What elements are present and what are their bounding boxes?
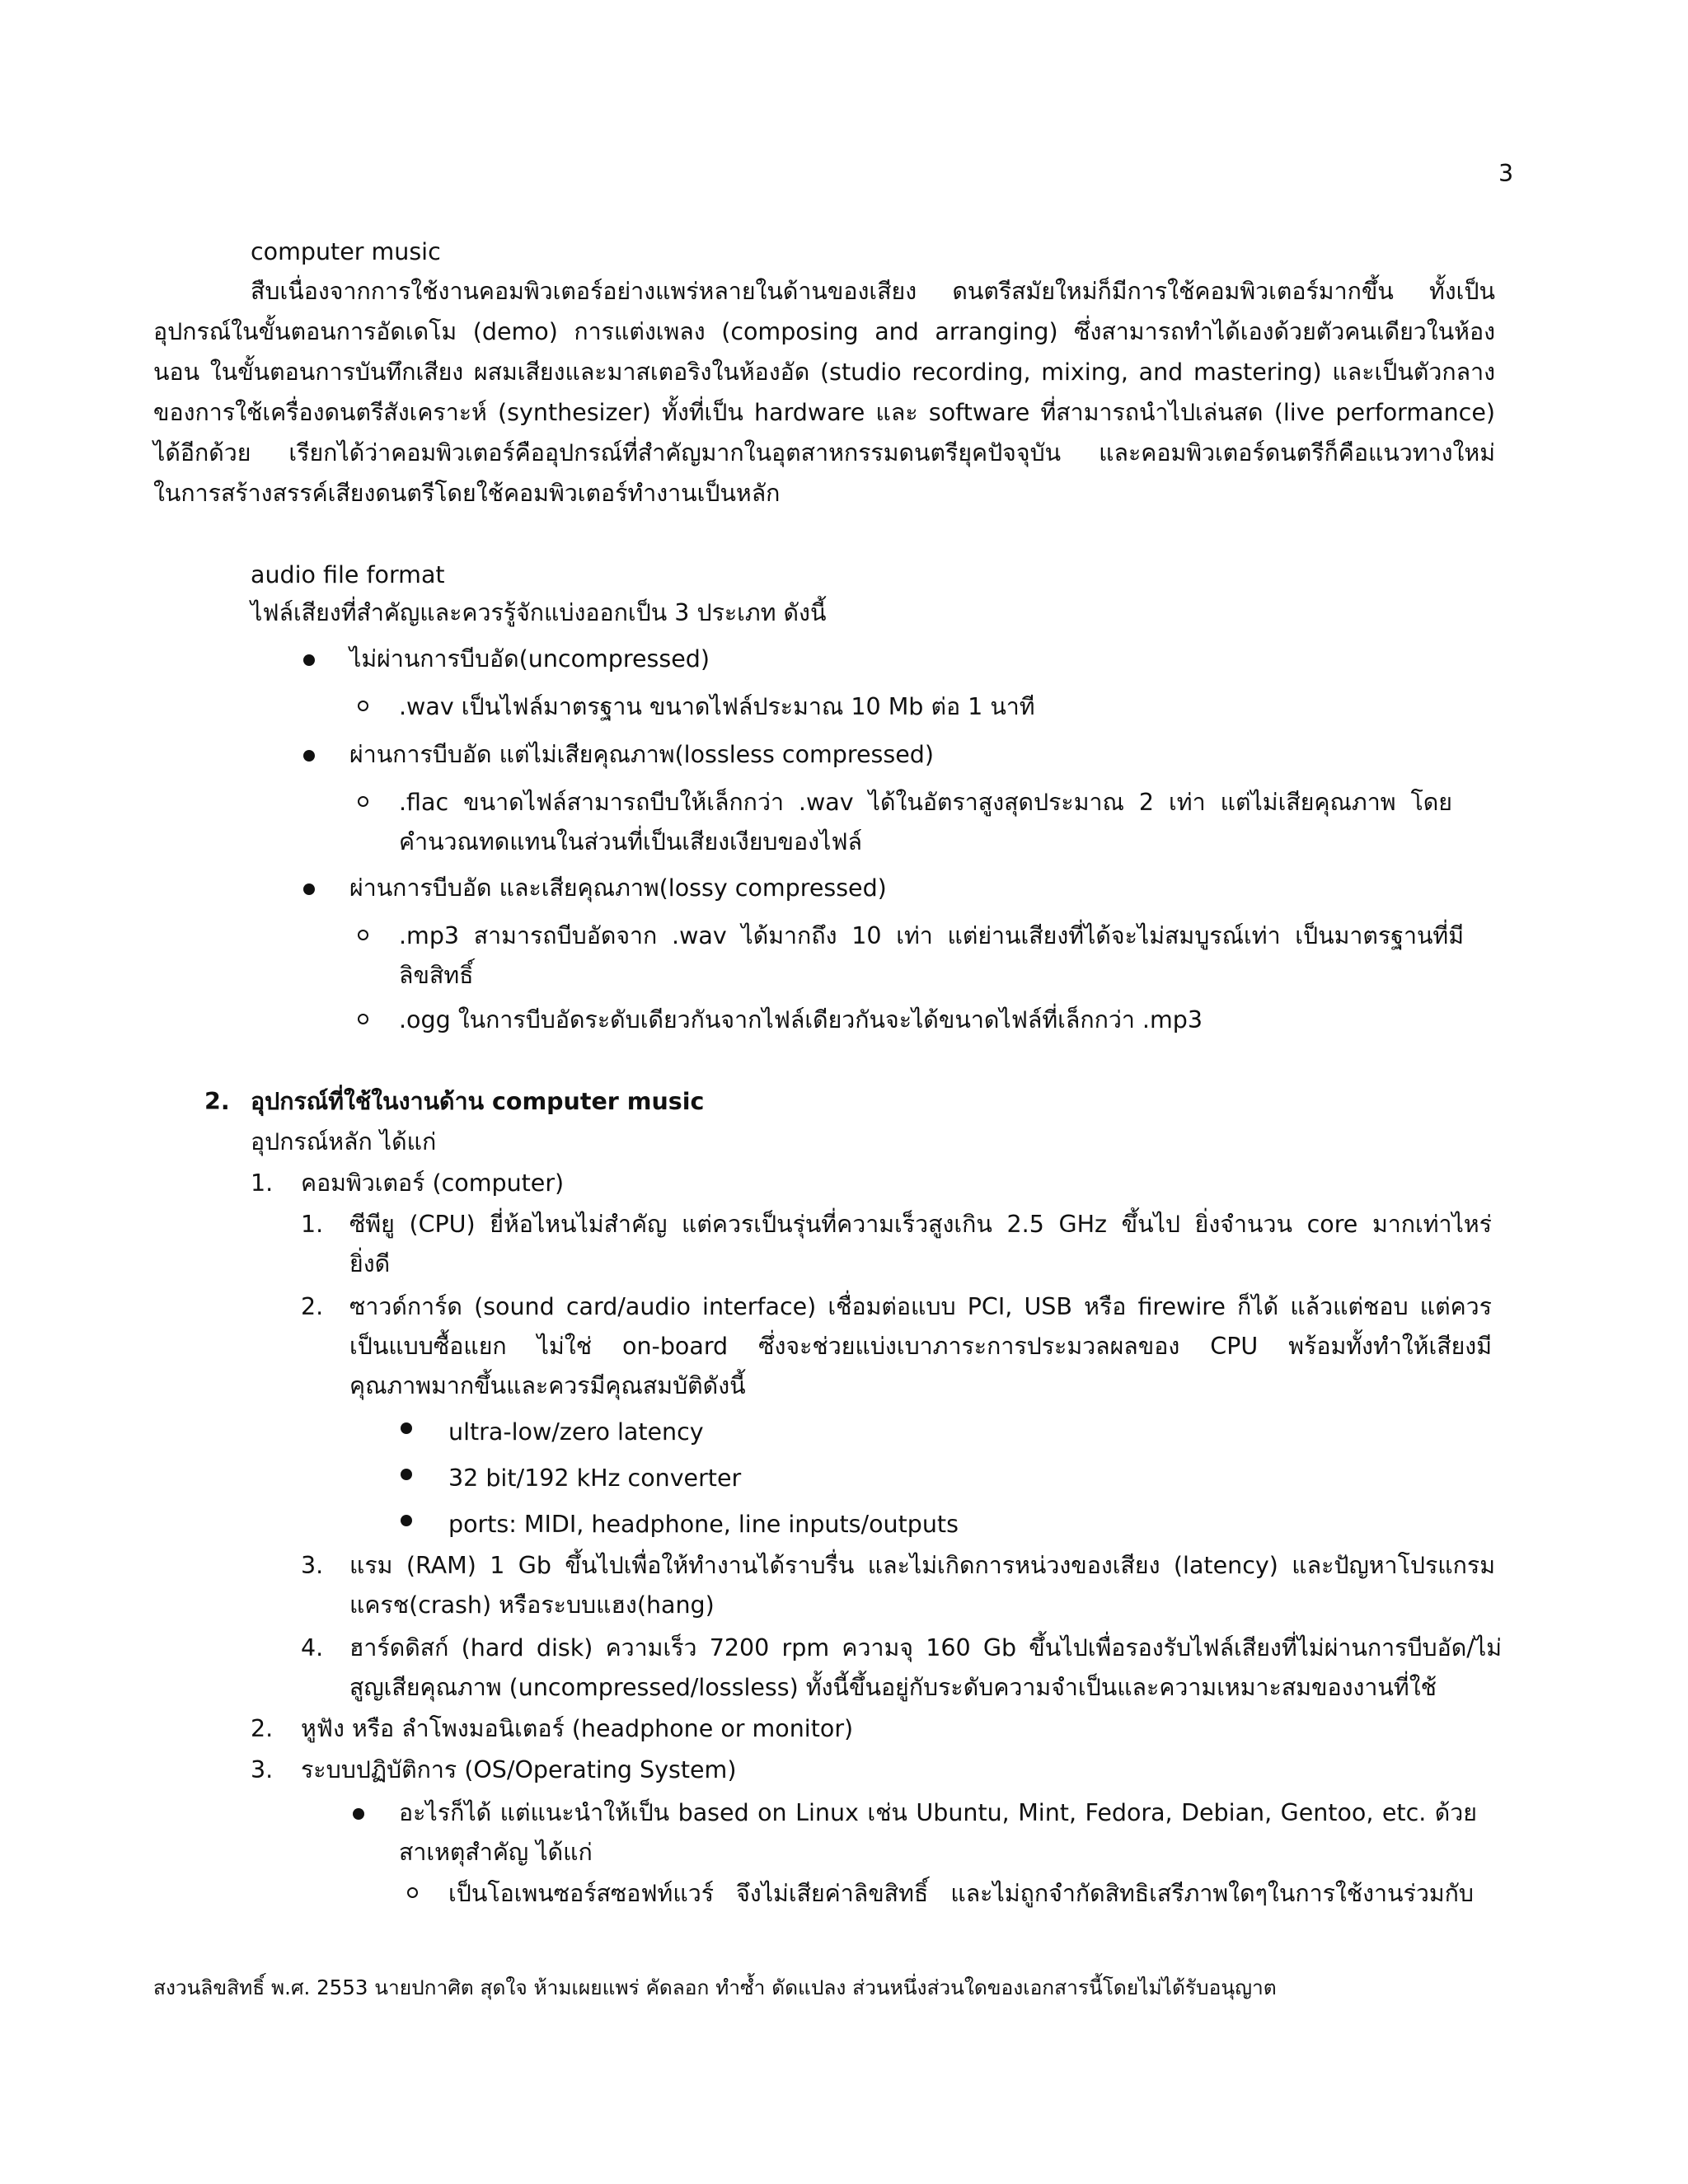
list-number: 4.: [301, 1634, 324, 1661]
circle-bullet-icon: [407, 1887, 418, 1898]
list-item: แรม (RAM) 1 Gb ขึ้นไปเพื่อให้ทำงานได้ราบรื่น และไม่เกิดการหน่วงของเสียง (latency) และปัญหาโปรแกรม: [349, 1552, 1495, 1579]
audio-intro: ไฟล์เสียงที่สำคัญและควรรู้จักแบ่งออกเป็น 3 ประเภท ดังนี้: [251, 599, 827, 626]
list-item: ผ่านการบีบอัด และเสียคุณภาพ(lossy compressed): [349, 874, 887, 902]
list-item-continuation: เป็นแบบซื้อแยก ไม่ใช่ on-board ซึ่งจะช่วยแบ่งเบาภาระการประมวลผลของ CPU พร้อมทั้งทำให้เสียงมี: [349, 1333, 1492, 1360]
paragraph-line: สืบเนื่องจากการใช้งานคอมพิวเตอร์อย่างแพร่หลายในด้านของเสียง ดนตรีสมัยใหม่ก็มีการใช้คอมพิวเตอร์มากขึ้น ทั้งเป็น: [251, 278, 1495, 305]
footer-copyright: สงวนลิขสิทธิ์ พ.ศ. 2553 นายปกาศิต สุดใจ ห้ามเผยแพร่ คัดลอก ทำซ้ำ ดัดแปลง ส่วนหนึ่งส่วนใดของเอกสารนี้โดยไม่ได้รับอนุญาต: [153, 1975, 1277, 1999]
list-item: คอมพิวเตอร์ (computer): [301, 1169, 565, 1197]
list-item-continuation: ยิ่งดี: [349, 1250, 391, 1277]
circle-bullet-icon: [358, 796, 368, 807]
list-number: 2.: [251, 1715, 274, 1742]
section-title: อุปกรณ์ที่ใช้ในงานด้าน computer music: [251, 1088, 705, 1115]
circle-bullet-icon: [358, 701, 368, 711]
list-item: ultra-low/zero latency: [448, 1418, 704, 1446]
list-item: เป็นโอเพนซอร์สซอฟท์แวร์ จึงไม่เสียค่าลิขสิทธิ์ และไม่ถูกจำกัดสิทธิเสรีภาพใดๆในการใช้งานร่วมกับ: [448, 1880, 1474, 1907]
list-item: ผ่านการบีบอัด แต่ไม่เสียคุณภาพ(lossless compressed): [349, 741, 934, 768]
section-intro: อุปกรณ์หลัก ได้แก่: [251, 1128, 437, 1155]
list-item: 32 bit/192 kHz converter: [448, 1465, 742, 1492]
circle-bullet-icon: [358, 930, 368, 940]
list-item-continuation: คุณภาพมากขึ้นและควรมีคุณสมบัติดังนี้: [349, 1372, 746, 1399]
bullet-icon: [353, 1808, 364, 1820]
section-heading-audio-file-format: audio file format: [251, 561, 445, 588]
list-number: 3.: [251, 1756, 274, 1783]
list-item: ระบบปฏิบัติการ (OS/Operating System): [301, 1756, 737, 1783]
list-item: .wav เป็นไฟล์มาตรฐาน ขนาดไฟล์ประมาณ 10 Mb ต่อ 1 นาที: [399, 693, 1035, 720]
bullet-icon: [401, 1422, 412, 1434]
list-item: .flac ขนาดไฟล์สามารถบีบให้เล็กกว่า .wav ได้ในอัตราสูงสุดประมาณ 2 เท่า แต่ไม่เสียคุณภาพ โดย: [399, 789, 1452, 816]
list-item-continuation: ลิขสิทธิ์: [399, 962, 474, 989]
bullet-icon: [303, 883, 315, 895]
paragraph-line: ได้อีกด้วย เรียกได้ว่าคอมพิวเตอร์คืออุปกรณ์ที่สำคัญมากในอุตสาหกรรมดนตรียุคปัจจุบัน และคอมพิวเตอร์ดนตรีก็คือแนวทางใหม่: [153, 439, 1495, 466]
paragraph-line: นอน ในขั้นตอนการบันทึกเสียง ผสมเสียงและมาสเตอริงในห้องอัด (studio recording, mixing, and mastering) และเป็นตัวกลาง: [153, 359, 1495, 386]
list-number: 1.: [301, 1211, 324, 1238]
list-item: ซีพียู (CPU) ยี่ห้อไหนไม่สำคัญ แต่ควรเป็นรุ่นที่ความเร็วสูงเกิน 2.5 GHz ขึ้นไป ยิ่งจำนวน core มากเท่าไหร่: [349, 1211, 1492, 1238]
paragraph-line: ของการใช้เครื่องดนตรีสังเคราะห์ (synthesizer) ทั้งที่เป็น hardware และ software ที่สามารถนำไปเล่นสด (live performance): [153, 399, 1495, 426]
page-number: 3: [1498, 160, 1514, 187]
paragraph-line: ในการสร้างสรรค์เสียงดนตรีโดยใช้คอมพิวเตอร์ทำงานเป็นหลัก: [153, 480, 781, 507]
list-item-continuation: สาเหตุสำคัญ ได้แก่: [399, 1839, 593, 1866]
list-item: ซาวด์การ์ด (sound card/audio interface) เชื่อมต่อแบบ PCI, USB หรือ firewire ก็ได้ แล้วแต่ชอบ แต่ควร: [349, 1293, 1492, 1320]
list-item: หูฟัง หรือ ลำโพงมอนิเตอร์ (headphone or monitor): [301, 1715, 854, 1742]
bullet-icon: [303, 750, 315, 762]
list-number: 2.: [301, 1293, 324, 1320]
bullet-icon: [401, 1469, 412, 1480]
circle-bullet-icon: [358, 1014, 368, 1024]
paragraph-line: อุปกรณ์ในขั้นตอนการอัดเดโม (demo) การแต่งเพลง (composing and arranging) ซึ่งสามารถทำได้เองด้วยตัวคนเดียวในห้อง: [153, 318, 1495, 345]
list-item: ฮาร์ดดิสก์ (hard disk) ความเร็ว 7200 rpm ความจุ 160 Gb ขึ้นไปเพื่อรองรับไฟล์เสียงที่ไม่ผ่านการบีบอัด/ไม่: [349, 1634, 1502, 1661]
list-item: อะไรก็ได้ แต่แนะนำให้เป็น based on Linux เช่น Ubuntu, Mint, Fedora, Debian, Gentoo, etc. ด้วย: [399, 1799, 1477, 1826]
list-item-continuation: แครช(crash) หรือระบบแฮง(hang): [349, 1591, 715, 1619]
list-item-continuation: คำนวณทดแทนในส่วนที่เป็นเสียงเงียบของไฟล์: [399, 828, 862, 855]
list-item: ไม่ผ่านการบีบอัด(uncompressed): [349, 645, 710, 673]
bullet-icon: [401, 1515, 412, 1526]
list-item: ports: MIDI, headphone, line inputs/outputs: [448, 1511, 959, 1538]
list-item-continuation: สูญเสียคุณภาพ (uncompressed/lossless) ทั้งนี้ขึ้นอยู่กับระดับความจำเป็นและความเหมาะสมของงานที่ใช้: [349, 1674, 1437, 1701]
list-number: 3.: [301, 1552, 324, 1579]
list-number: 1.: [251, 1169, 274, 1197]
section-heading-computer-music: computer music: [251, 238, 441, 265]
list-item: .ogg ในการบีบอัดระดับเดียวกันจากไฟล์เดียวกันจะได้ขนาดไฟล์ที่เล็กกว่า .mp3: [399, 1006, 1203, 1033]
list-item: .mp3 สามารถบีบอัดจาก .wav ได้มากถึง 10 เท่า แต่ย่านเสียงที่ได้จะไม่สมบูรณ์เท่า เป็นมาตรฐานที่มี: [399, 922, 1464, 949]
section-number: 2.: [204, 1088, 230, 1115]
bullet-icon: [303, 654, 315, 666]
